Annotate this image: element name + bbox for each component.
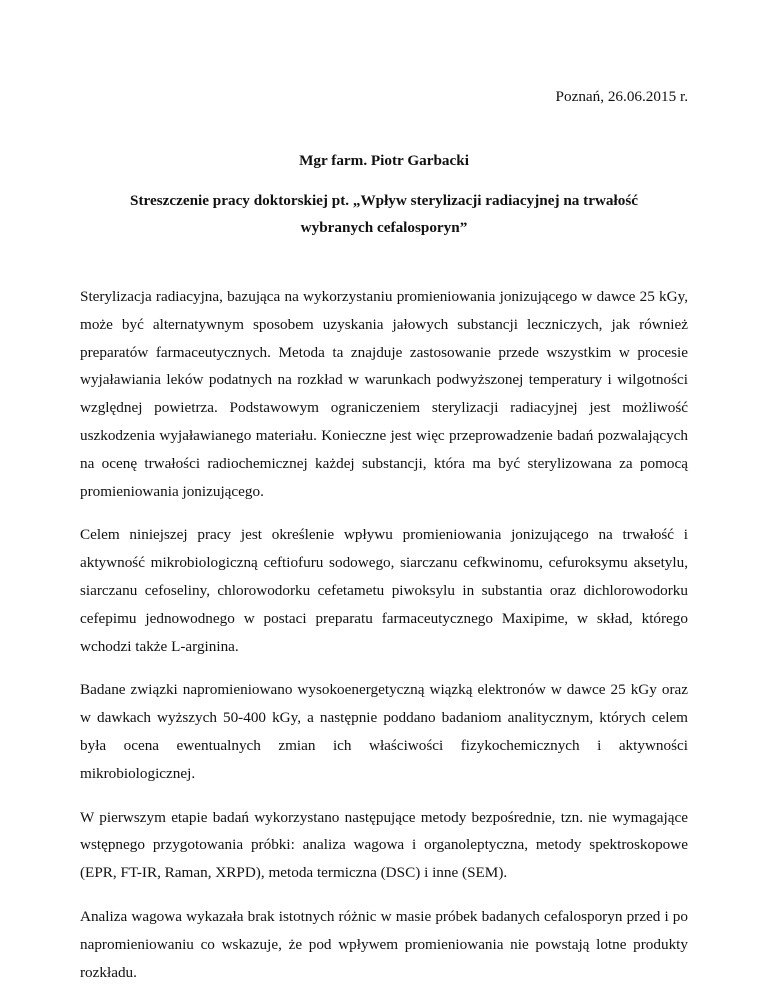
paragraph: Badane związki napromieniowano wysokoenergetyczną wiązką elektronów w dawce 25 kGy oraz w dawkach wyższych 50-400 kGy, a następnie poddano badaniom analitycznym, których celem była ocena ewentualnych zmian ich właściwości fizykochemicznych i aktywności mikrobiologicznej. [80,681,688,782]
document-title: Streszczenie pracy doktorskiej pt. „Wpływ sterylizacji radiacyjnej na trwałość wybranych cefalosporyn” [130,192,638,236]
paragraph: W pierwszym etapie badań wykorzystano następujące metody bezpośrednie, tzn. nie wymagające wstępnego przygotowania próbki: analiza wagowa i organoleptyczna, metody spektroskopowe (EPR, FT-IR, Raman, XRPD), metoda termiczna (DSC) i inne (SEM). [80,808,688,882]
place-date: Poznań, 26.06.2015 r. [555,88,688,105]
document-body [80,283,688,1002]
paragraph: Sterylizacja radiacyjna, bazująca na wykorzystaniu promieniowania jonizującego w dawce 25 kGy, może być alternatywnym sposobem uzyskania jałowych substancji leczniczych, jak również preparatów farmaceutycznych. Metoda ta znajduje zastosowanie przede wszystkim w procesie wyjaławiania leków podatnych na rozkład w warunkach podwyższonej temperatury i wilgotności względnej powietrza. Podstawowym ograniczeniem sterylizacji radiacyjnej jest możliwość uszkodzenia wyjaławianego materiału. Konieczne jest więc przeprowadzenie badań pozwalających na ocenę trwałości radiochemicznej każdej substancji, która ma być sterylizowana za pomocą promieniowania jonizującego. [80,288,688,500]
author-name: Mgr farm. Piotr Garbacki [299,152,469,169]
paragraph: Celem niniejszej pracy jest określenie wpływu promieniowania jonizującego na trwałość i aktywność mikrobiologiczną ceftiofuru sodowego, siarczanu cefkwinomu, cefuroksymu aksetylu, siarczanu cefoseliny, chlorowodorku cefetametu piwoksylu in substantia oraz dichlorowodorku cefepimu jednowodnego w postaci preparatu farmaceutycznego Maxipime, w skład, którego wchodzi także L-arginina. [80,526,688,655]
paragraph: Analiza wagowa wykazała brak istotnych różnic w masie próbek badanych cefalosporyn przed i po napromieniowaniu co wskazuje, że pod wpływem promieniowania nie powstają lotne produkty rozkładu. [80,907,688,981]
